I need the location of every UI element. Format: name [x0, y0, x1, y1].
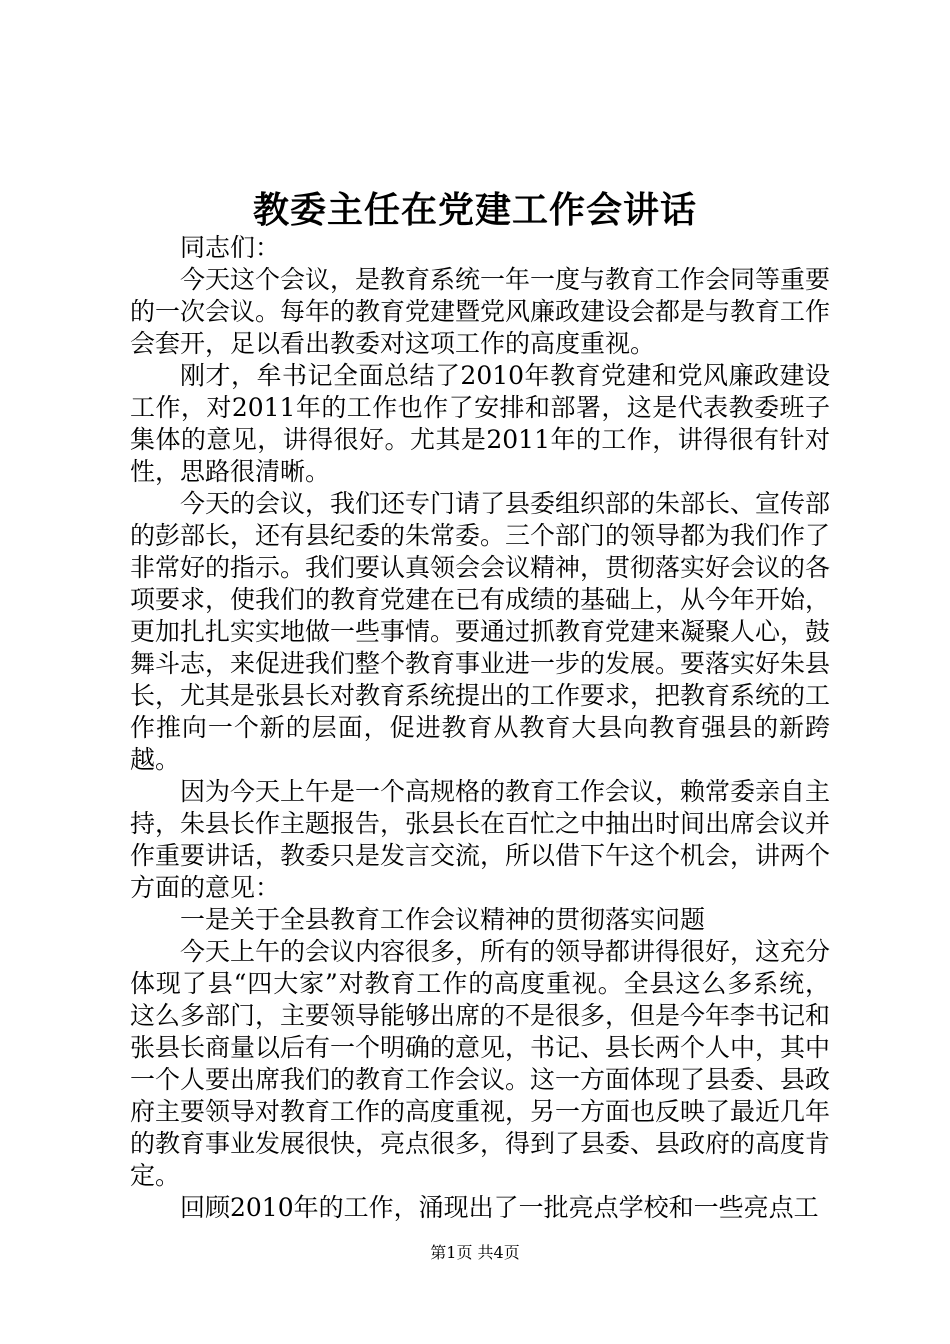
section-heading: 一是关于全县教育工作会议精神的贯彻落实问题 [180, 905, 706, 934]
body-paragraph: 因为今天上午是一个高规格的教育工作会议，赖常委亲自主持，朱县长作主题报告，张县长在百忙之中抽出时间出席会议并作重要讲话，教委只是发言交流，所以借下午这个机会，讲两个方面的意见： [130, 777, 831, 902]
body-paragraph: 回顾2010年的工作，涌现出了一批亮点学校和一些亮点工 [180, 1193, 819, 1222]
document-title: 教委主任在党建工作会讲话 [252, 189, 697, 231]
body-paragraph: 今天上午的会议内容很多，所有的领导都讲得很好，这充分体现了县“四大家”对教育工作的高度重视。全县这么多系统，这么多部门，主要领导能够出席的不是很多，但是今年李书记和张县长商量以后有一个明确的意见，书记、县长两个人中，其中一个人要出席我们的教育工作会议。这一方面体现了县委、县政府主要领导对教育工作的高度重视，另一方面也反映了最近几年的教育事业发展很快，亮点很多，得到了县委、县政府的高度肯定。 [130, 937, 831, 1190]
salutation-paragraph: 同志们： [180, 233, 281, 262]
document-body [130, 232, 830, 1224]
body-paragraph: 今天这个会议，是教育系统一年一度与教育工作会同等重要的一次会议。每年的教育党建暨党风廉政建设会都是与教育工作会套开，足以看出教委对这项工作的高度重视。 [130, 265, 831, 358]
page-number-footer: 第1页 共4页 [430, 1243, 520, 1262]
body-paragraph: 今天的会议，我们还专门请了县委组织部的朱部长、宣传部的彭部长，还有县纪委的朱常委。三个部门的领导都为我们作了非常好的指示。我们要认真领会会议精神，贯彻落实好会议的各项要求，使我们的教育党建在已有成绩的基础上，从今年开始，更加扎扎实实地做一些事情。要通过抓教育党建来凝聚人心，鼓舞斗志，来促进我们整个教育事业进一步的发展。要落实好朱县长，尤其是张县长对教育系统提出的工作要求，把教育系统的工作推向一个新的层面，促进教育从教育大县向教育强县的新跨越。 [130, 489, 831, 774]
body-paragraph: 刚才，牟书记全面总结了2010年教育党建和党风廉政建设工作，对2011年的工作也作了安排和部署，这是代表教委班子集体的意见，讲得很好。尤其是2011年的工作，讲得很有针对性，思路很清晰。 [130, 361, 830, 486]
